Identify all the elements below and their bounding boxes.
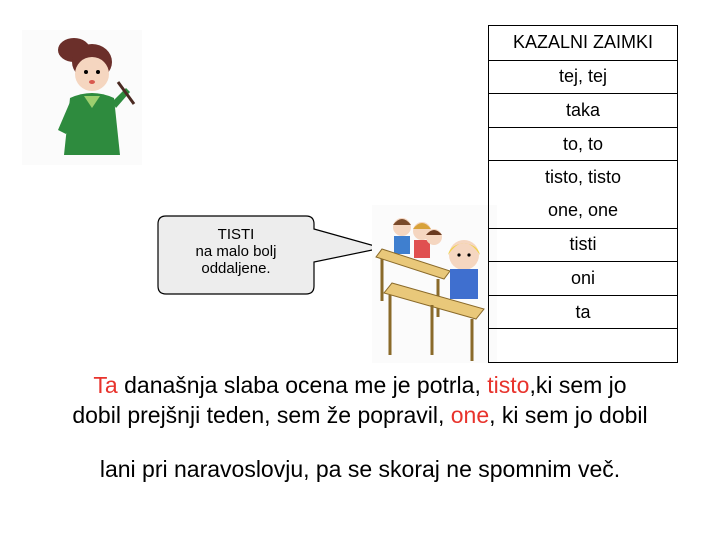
table-row: to, to bbox=[489, 127, 677, 161]
bubble-line-1: TISTI bbox=[217, 226, 255, 243]
highlight-word-one: one bbox=[450, 402, 490, 428]
highlight-word-ta: Ta bbox=[93, 372, 118, 398]
table-row: taka bbox=[489, 93, 677, 127]
table-row: tej, tej bbox=[489, 60, 677, 94]
table-row bbox=[489, 328, 677, 362]
sentence-text: , ki sem jo dobil bbox=[489, 402, 648, 428]
sentence-text: ,ki sem jo bbox=[529, 372, 627, 398]
table-header: KAZALNI ZAIMKI bbox=[512, 32, 654, 53]
sentence-text: današnja slaba ocena me je potrla, bbox=[117, 372, 488, 398]
students-illustration bbox=[372, 205, 497, 363]
highlight-word-tisto: tisto bbox=[487, 372, 530, 398]
table-row: tisto, tisto bbox=[489, 160, 677, 194]
bubble-text bbox=[162, 226, 310, 277]
table-row: ta bbox=[489, 295, 677, 329]
example-sentence bbox=[0, 370, 720, 484]
bubble-line-3: oddaljene. bbox=[201, 260, 271, 277]
sentence-text: lani pri naravoslovju, pa se skoraj ne spomnim več. bbox=[99, 456, 621, 482]
pronoun-table bbox=[488, 25, 678, 363]
table-row: oni bbox=[489, 261, 677, 295]
table-row: tisti bbox=[489, 228, 677, 262]
bubble-line-2: na malo bolj bbox=[195, 243, 277, 260]
table-row: one, one bbox=[547, 200, 619, 221]
sentence-text: dobil prejšnji teden, sem že popravil, bbox=[72, 402, 451, 428]
